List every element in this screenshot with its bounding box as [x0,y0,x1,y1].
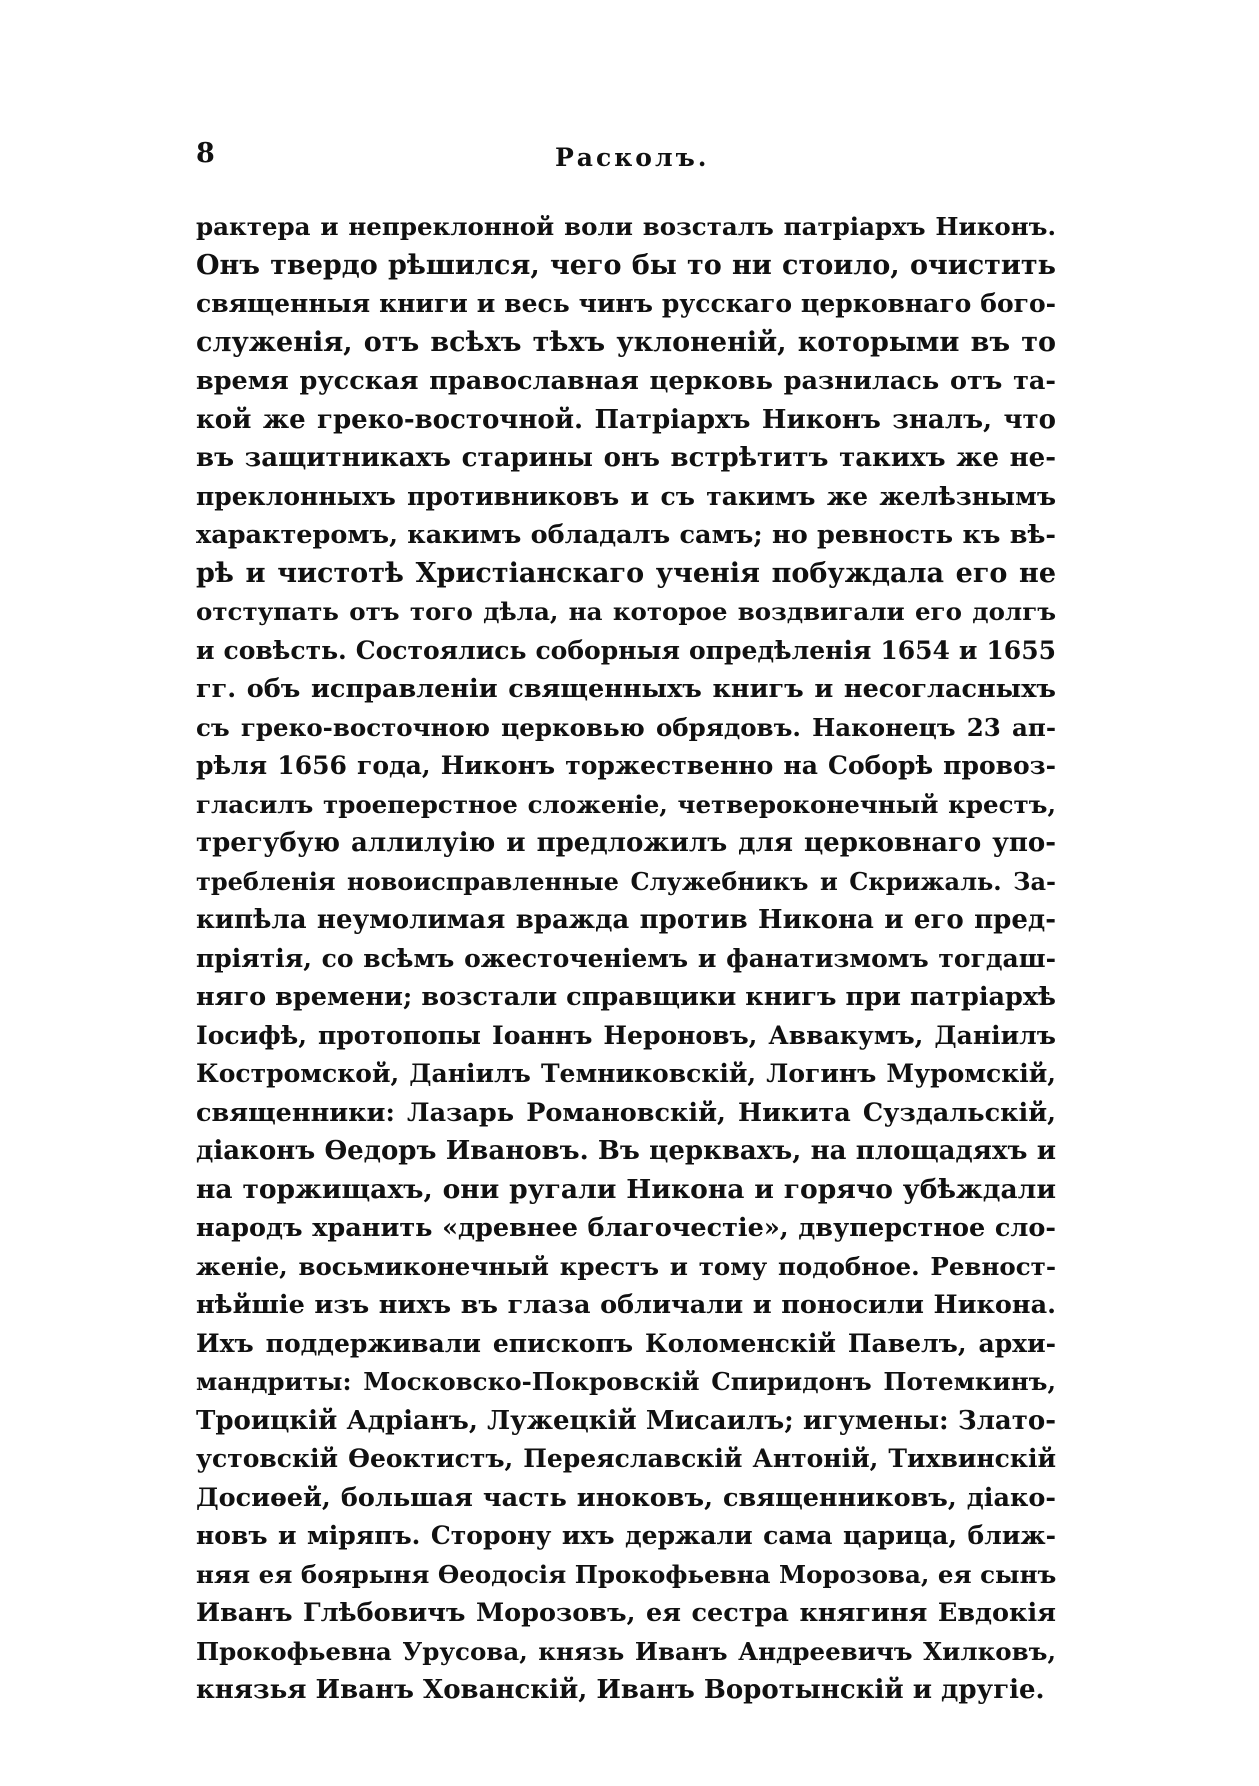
text-line: преклонныхъ противниковъ и съ такимъ же желѣзнымъ [196,481,1056,511]
text-line: женіе, восьмиконечный крестъ и тому подобное. Ревност- [196,1251,1056,1281]
text-line: Костромской, Даніилъ Темниковскій, Логинъ Муромскій, [196,1059,1056,1088]
page-number: 8 [196,138,215,169]
text-line: священники: Лазарь Романовскій, Никита Суздальскій, [196,1097,1056,1128]
text-line: священныя книги и весь чинъ русскаго церковнаго бого- [196,289,1056,318]
text-line: съ греко-восточною церковью обрядовъ. Наконецъ 23 ап- [196,712,1056,742]
text-line: нѣйшіе изъ нихъ въ глаза обличали и поносили Никона. [196,1290,1056,1320]
text-line: устовскій Ѳеоктистъ, Переяславскій Антоній, Тихвинскій [196,1444,1056,1473]
text-line: Иванъ Глѣбовичъ Морозовъ, ея сестра княгиня Евдокія [196,1598,1056,1628]
text-line: рѣ и чистотѣ Христіанскаго ученія побуждала его не [196,557,1056,589]
text-line: и совѣсть. Состоялись соборныя опредѣленія 1654 и 1655 [196,635,1056,665]
text-line: Троицкій Адріанъ, Лужецкій Мисаилъ; игумены: Злато- [196,1405,1056,1436]
text-line: отступать отъ того дѣла, на которое воздвигали его долгъ [196,597,1056,626]
text-line: рѣля 1656 года, Никонъ торжественно на Соборѣ провоз- [196,751,1056,780]
text-line: народъ хранить «древнее благочестіе», двуперстное сло- [196,1213,1056,1243]
text-line: Ихъ поддерживали епископъ Коломенскій Павелъ, архи- [196,1328,1056,1358]
text-line: кой же греко-восточной. Патріархъ Никонъ зналъ, что [196,404,1056,435]
text-line: требленія новоисправленные Служебникъ и Скрижаль. За- [196,866,1056,896]
text-line: Прокофьевна Урусова, князь Иванъ Андреевичъ Хилковъ, [196,1636,1056,1666]
text-line: кипѣла неумолимая вражда против Никона и его пред- [196,905,1056,935]
text-line: Онъ твердо рѣшился, чего бы то ни стоило, очистить [196,249,1056,281]
text-line: няго времени; возстали справщики книгъ при патріархѣ [196,982,1056,1012]
text-line: трегубую аллилуію и предложилъ для церковнаго упо- [196,828,1056,858]
text-line: мандриты: Московско-Покровскій Спиридонъ Потемкинъ, [196,1367,1056,1396]
text-line: на торжищахъ, они ругали Никона и горячо убѣждали [196,1173,1056,1205]
text-line: новъ и міряпъ. Сторону ихъ держали сама царица, ближ- [196,1521,1056,1550]
text-line: служенія, отъ всѣхъ тѣхъ уклоненій, которыми въ то [196,326,1056,358]
text-line: діаконъ Ѳедоръ Ивановъ. Въ церквахъ, на площадяхъ и [196,1136,1056,1166]
text-line: характеромъ, какимъ обладалъ самъ; но ревность къ вѣ- [196,520,1056,550]
text-line: князья Иванъ Хованскій, Иванъ Воротынскій и другіе. [196,1675,1045,1705]
running-title: Расколъ. [555,143,710,172]
body-text [196,208,1056,1710]
text-line: въ защитникахъ старины онъ встрѣтитъ такихъ же не- [196,443,1056,473]
text-line: рактера и непреклонной воли возсталъ патріархъ Никонъ. [196,212,1056,241]
text-line: Досиѳей, большая часть иноковъ, священниковъ, діако- [196,1482,1056,1513]
text-line: гласилъ троеперстное сложеніе, четвероконечный крестъ, [196,789,1056,819]
text-line: Іосифѣ, протопопы Іоаннъ Нероновъ, Аввакумъ, Даніилъ [196,1020,1056,1050]
text-line: пріятія, со всѣмъ ожесточеніемъ и фанатизмомъ тогдаш- [196,943,1056,973]
text-line: время русская православная церковь разнилась отъ та- [196,366,1056,396]
text-line: гг. объ исправленіи священныхъ книгъ и несогласныхъ [196,674,1056,704]
text-line: няя ея боярыня Ѳеодосія Прокофьевна Морозова, ея сынъ [196,1559,1056,1589]
